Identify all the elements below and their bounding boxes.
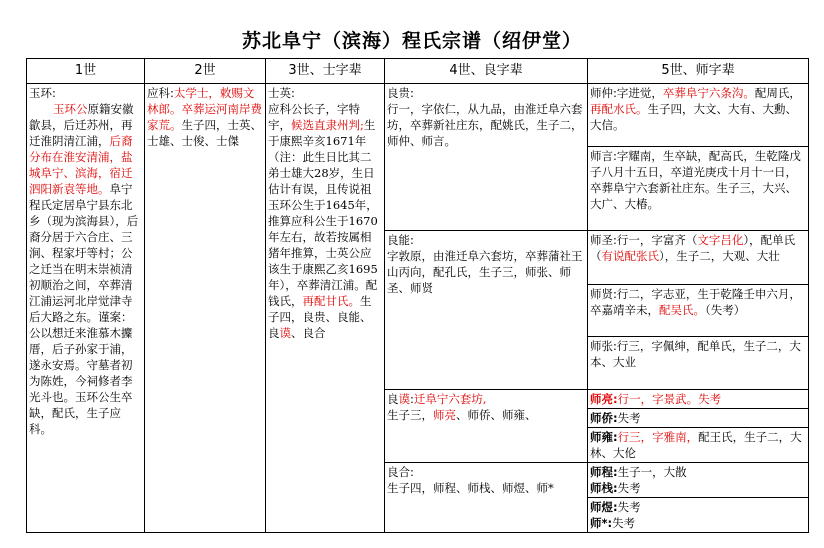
gen5-shixian-name: 师贤: — [590, 287, 617, 301]
gen4-liangmo-red-1: 迁阜宁六套坊, — [413, 392, 487, 406]
gen3-text-2: 生于康熙辛亥1671年（注：此生日比其二弟士雄大28岁，生日估计有误，且传说祖玉环公生于1645年，推算应科公生于1670年左右，故若按属相猪年推算，士英公应该生于康熙乙亥1695年），卒葬清江浦。配钱氏， — [268, 118, 378, 308]
gen3-text-4: 、良合 — [291, 326, 326, 340]
gen4-liangneng-name: 良能: — [387, 233, 414, 247]
gen5-cell-shiyu-shistar — [588, 498, 809, 533]
gen5-shiyong-text-1: 配王氏，生子二，大林、大伦 — [590, 430, 802, 460]
gen4-cell-lianggui — [385, 84, 588, 231]
gen5-shiyan-name: 师言: — [590, 149, 617, 163]
gen5-shiqiao-name: 师侨: — [590, 411, 618, 425]
gen3-name: 士英: — [268, 86, 295, 100]
gen5-shisheng-text-1: 行一，字富齐（ — [616, 233, 698, 247]
gen4-lianghe-name: 良合: — [387, 465, 414, 479]
gen5-cell-shicheng-shizhan — [588, 463, 809, 498]
gen5-shistar-text-1: 失考 — [612, 516, 636, 530]
gen2-text-1: 生子四，士英、士雄、士俊、士傑 — [147, 118, 262, 148]
gen5-cell-shizhong — [588, 84, 809, 147]
gen5-shisheng-red-1: 文字吕化 — [697, 233, 744, 247]
gen5-shisheng-red-2: 有说配张氏 — [601, 249, 659, 263]
gen5-shiyu-name: 师煜: — [590, 500, 618, 514]
gen5-shiyong-name: 师雍: — [590, 430, 618, 444]
gen5-shisheng-name: 师圣: — [590, 233, 617, 247]
gen5-cell-shiliang — [588, 390, 809, 409]
gen2-cell — [145, 84, 266, 533]
gen5-shizhong-name: 师仲: — [590, 86, 617, 100]
gen5-shiyong-red-1: 行三，字雅南， — [617, 430, 699, 444]
gen5-shistar-name: 师*: — [590, 516, 613, 530]
header-gen-3: 3世、士字辈 — [266, 59, 385, 84]
gen5-shiliang-red-1: 行一，字景武。失考 — [617, 392, 722, 406]
gen3-red-1: 候选直隶州判; — [291, 118, 364, 132]
gen1-red-2: 后裔分布在淮安清浦，盐城阜宁、滨海，宿迁泗阳新袁等地。 — [29, 134, 133, 196]
gen4-cell-liangneng — [385, 231, 588, 390]
header-row — [27, 59, 809, 84]
gen5-shisheng-text-2: ），配单氏（ — [590, 233, 796, 263]
gen5-shiyan-text-1: 字耀南，生卒缺，配高氏，生乾隆戊子八月十五日，卒道光庚戌十月十一日，卒葬阜宁六套新社庄东。生子三，大兴、大广、大椿。 — [590, 149, 801, 211]
gen1-text-1: 原籍安徽歙县，后迁苏州，再迁淮阴清江浦， — [29, 102, 134, 148]
gen5-shiqiao-text-1: 失考 — [617, 411, 641, 425]
gen3-text-3: 生子四，良贵、良能、良 — [268, 294, 372, 340]
gen5-shizhong-text-3: 生子四，大文、大有、大勳、大信。 — [590, 102, 797, 132]
header-gen-5: 5世、师字辈 — [588, 59, 809, 84]
gen3-red-3: 谟 — [279, 326, 291, 340]
header-gen-1: 1世 — [27, 59, 145, 84]
gen4-liangmo-name-c: : — [410, 392, 414, 406]
gen1-text — [29, 101, 142, 437]
gen5-shixian-text-1: 行二，字志亚，生于乾隆壬申六月，卒嘉靖辛未， — [590, 287, 801, 317]
gen5-shiyu-text-1: 失考 — [617, 500, 641, 514]
header-gen-4: 4世、良字辈 — [385, 59, 588, 84]
gen4-liangmo-red-2: 师亮 — [433, 408, 456, 422]
gen4-cell-lianghe — [385, 463, 588, 533]
gen4-liangmo-name-a: 良 — [387, 392, 399, 406]
gen2-red-1: 太学士，敕赐文林郎。卒葬运河南岸费家荒。 — [147, 86, 262, 132]
gen4-lianggui-name: 良贵: — [387, 86, 414, 100]
header-gen-2: 2世 — [145, 59, 266, 84]
gen5-shizhong-text-1: 字进觉， — [616, 86, 663, 100]
gen5-shizhang-name: 师张: — [590, 339, 617, 353]
gen5-cell-shiqiao — [588, 409, 809, 428]
gen5-shizhong-text-2: 配周氏， — [754, 86, 801, 100]
gen4-lianggui-text: 行一，字依仁，从九品，由淮迁阜六套坊，卒葬新社庄东，配姚氏，生子二，师仲、师言。 — [387, 102, 583, 148]
gen5-shisheng-text-3: ），生子二，大观、大壮 — [659, 249, 780, 263]
gen4-liangmo-text-2: 、师侨、师雍、 — [456, 408, 537, 422]
gen3-red-2: 再配甘氏。 — [302, 294, 360, 308]
gen5-shizhang-text-1: 行三，字佩绅，配单氏，生子二，大本、大业 — [590, 339, 801, 369]
gen1-name: 玉环: — [29, 86, 56, 100]
gen4-liangneng-text: 字敦原，由淮迁阜六套坊，卒葬蒲社王山丙向，配孔氏，生子三，师张、师圣、师贤 — [387, 249, 583, 295]
gen5-shiliang-name: 师亮: — [590, 392, 618, 406]
gen5-shizhan-text-1: 失考 — [617, 481, 641, 495]
gen4-lianghe-text: 生子四，师程、师栈、师煜、师* — [387, 481, 554, 495]
table-row — [27, 84, 809, 147]
gen2-name: 应科: — [147, 86, 174, 100]
gen3-text-1: 应科公长子，字特宇， — [268, 102, 360, 132]
gen5-shizhong-red-2: 再配水氏。 — [590, 102, 648, 116]
gen1-text-2: 阜宁程氏定居阜宁县东北乡（现为滨海县），后裔分居于六合庄、三涧、程家圩等村；公之迁当在明末崇祯清初顺治之间，卒葬清江浦运河北岸觉津寺后大路之东。谨案：公以想迁来淮慕木攈厝，后子孙家于浦，遂永安焉。守墓者初为陈姓，今祠修者李光斗也。玉环公生卒缺，配氏，生子应科。 — [29, 182, 139, 436]
gen5-cell-shixian — [588, 285, 809, 337]
gen5-cell-shiyan — [588, 147, 809, 231]
gen5-shizhan-name: 师栈: — [590, 481, 618, 495]
gen5-shicheng-name: 师程: — [590, 465, 618, 479]
gen5-cell-shiyong — [588, 428, 809, 463]
gen5-cell-shisheng — [588, 231, 809, 285]
gen5-shixian-red-1: 配吴氏。 — [659, 303, 705, 317]
gen5-cell-shizhang — [588, 337, 809, 390]
gen5-shizhong-red-1: 卒葬阜宁六条沟。 — [662, 86, 755, 100]
page-title: 苏北阜宁（滨海）程氏宗谱（绍伊堂） — [241, 30, 582, 52]
gen3-cell — [266, 84, 385, 533]
gen1-red-1: 玉环公 — [53, 102, 88, 116]
gen1-cell — [27, 84, 145, 533]
gen4-cell-liangmo — [385, 390, 588, 463]
genealogy-table — [26, 58, 809, 533]
gen4-liangmo-text-1: 生子三， — [387, 408, 433, 422]
gen5-shicheng-text-1: 生子一，大散 — [617, 465, 687, 479]
gen3-text — [268, 101, 382, 341]
gen5-shixian-text-2: （失考） — [705, 303, 746, 317]
gen4-liangmo-name-b: 谟 — [398, 392, 410, 406]
